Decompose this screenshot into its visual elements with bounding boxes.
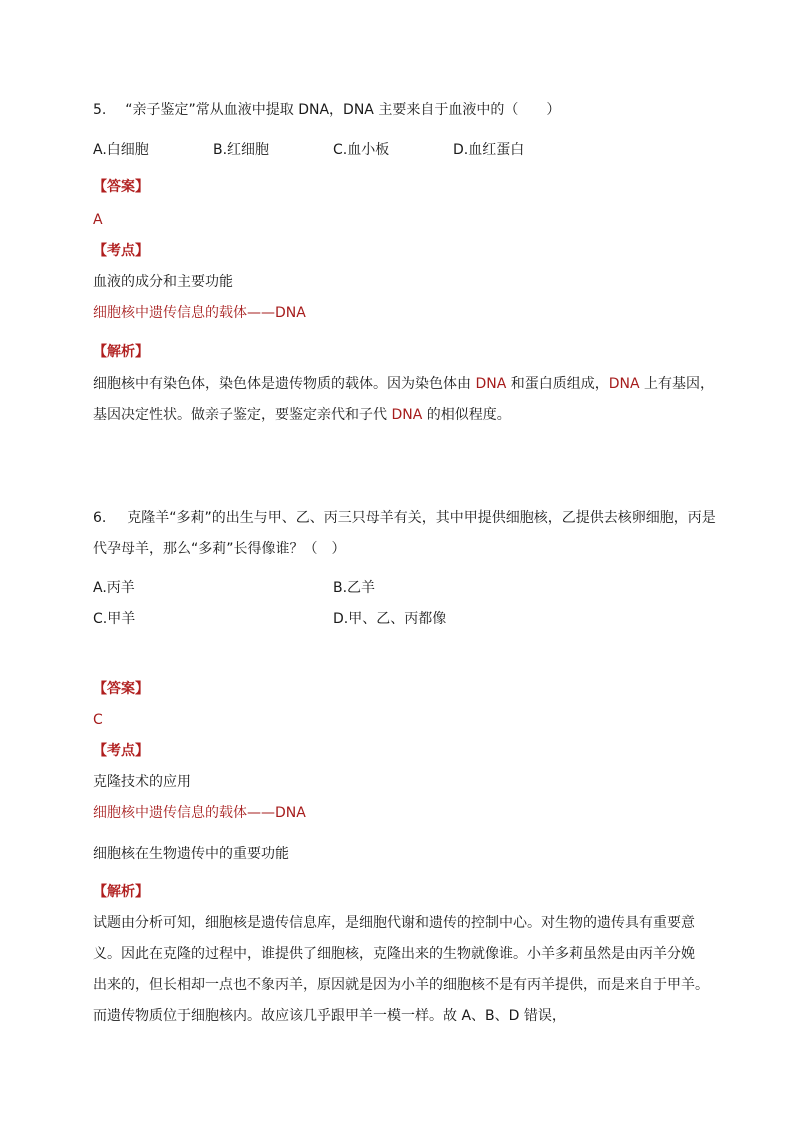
question-5-jiexi-label: 【解析】 (93, 344, 149, 360)
question-5-jiexi-line-2 (93, 405, 511, 425)
question-6-jiexi-line-1: 试题由分析可知，细胞核是遗传信息库，是细胞代谢和遗传的控制中心。对生物的遗传具有重要意 (93, 915, 695, 931)
question-6-answer-label: 【答案】 (93, 681, 149, 697)
question-6-stem-line-1 (93, 508, 716, 528)
question-5-answer-label: 【答案】 (93, 179, 149, 195)
question-5-option-c: C.血小板 (333, 142, 390, 158)
question-5-kaodian-2: 细胞核中遗传信息的载体——DNA (93, 305, 306, 321)
question-6-jiexi-line-2: 义。因此在克隆的过程中，谁提供了细胞核，克隆出来的生物就像谁。小羊多莉虽然是由丙羊分娩 (93, 946, 695, 962)
question-6-jiexi-line-3: 出来的，但长相却一点也不象丙羊，原因就是因为小羊的细胞核不是有丙羊提供，而是来自于甲羊。 (93, 977, 709, 993)
question-5-text: “亲子鉴定”常从血液中提取 DNA，DNA 主要来自于血液中的（ ） (125, 102, 561, 118)
question-6-answer: C (93, 712, 103, 728)
question-6-text-1: 克隆羊“多莉”的出生与甲、乙、丙三只母羊有关，其中甲提供细胞核，乙提供去核卵细胞，丙是 (127, 510, 716, 526)
jiexi-text: 和蛋白质组成， (506, 376, 609, 392)
question-6-jiexi-line-4: 而遗传物质位于细胞核内。故应该几乎跟甲羊一模一样。故 A、B、D 错误， (93, 1008, 566, 1024)
jiexi-term: DNA (608, 376, 640, 392)
jiexi-term: DNA (391, 407, 423, 423)
question-6-option-b: B.乙羊 (333, 580, 376, 596)
question-5-jiexi-line-1 (93, 374, 714, 394)
question-6-kaodian-1: 克隆技术的应用 (93, 774, 191, 790)
question-6-kaodian-3: 细胞核在生物遗传中的重要功能 (93, 846, 289, 862)
question-5-number: 5. (93, 102, 107, 118)
question-5-stem (93, 100, 560, 120)
question-6-stem-line-2: 代孕母羊，那么“多莉”长得像谁？（ ） (93, 541, 346, 557)
question-6-kaodian-label: 【考点】 (93, 743, 149, 759)
question-6-number: 6. (93, 510, 107, 526)
jiexi-text: 的相似程度。 (422, 407, 511, 423)
question-5-option-a: A.白细胞 (93, 142, 149, 158)
jiexi-text: 上有基因， (639, 376, 715, 392)
question-6-option-c: C.甲羊 (93, 611, 136, 627)
question-6-option-d: D.甲、乙、丙都像 (333, 611, 447, 627)
question-5-kaodian-1: 血液的成分和主要功能 (93, 274, 233, 290)
question-5-answer: A (93, 212, 103, 228)
question-6-kaodian-2: 细胞核中遗传信息的载体——DNA (93, 805, 306, 821)
question-5-option-d: D.血红蛋白 (453, 142, 525, 158)
jiexi-term: DNA (475, 376, 507, 392)
question-6-jiexi-label: 【解析】 (93, 884, 149, 900)
question-6-option-a: A.丙羊 (93, 580, 135, 596)
question-5-kaodian-label: 【考点】 (93, 243, 149, 259)
jiexi-text: 基因决定性状。做亲子鉴定，要鉴定亲代和子代 (93, 407, 392, 423)
jiexi-text: 细胞核中有染色体，染色体是遗传物质的载体。因为染色体由 (93, 376, 476, 392)
question-5-option-b: B.红细胞 (213, 142, 270, 158)
